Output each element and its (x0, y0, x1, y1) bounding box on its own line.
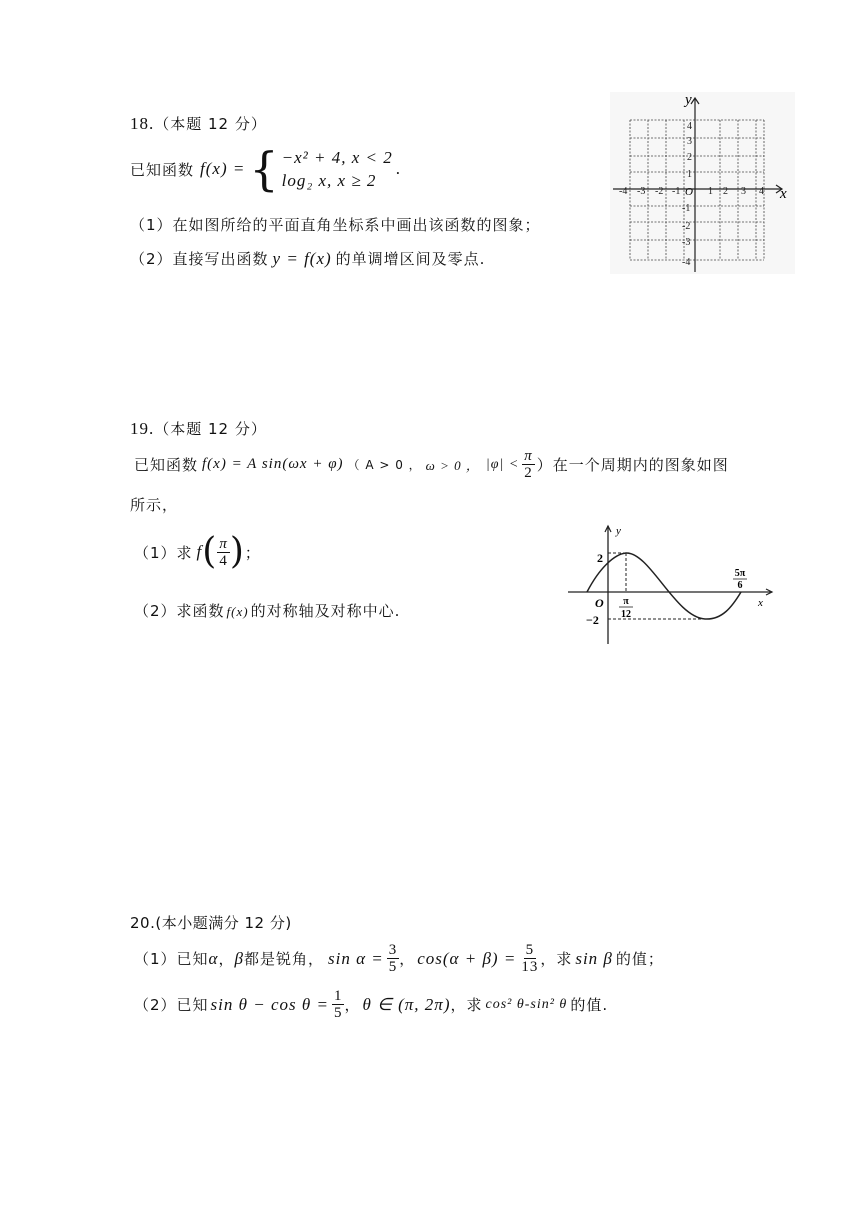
q18-part2 (130, 248, 485, 269)
q19-intro: 已知函数 (134, 456, 199, 474)
x-peak-numerator: π (623, 596, 629, 607)
q18-part1: （1）在如图所给的平面直角坐标系中画出该函数的图象； (130, 216, 541, 234)
q18-score: （本题 12 分） (154, 115, 267, 133)
q20-p1-f: 的值； (615, 950, 664, 968)
q18-coordinate-grid (610, 92, 795, 274)
y-tick-label: -4 (682, 257, 691, 268)
q20-cos-fraction (519, 942, 540, 975)
origin-label: O (595, 596, 604, 610)
q19-part2 (134, 600, 400, 621)
q19-score: （本题 12 分） (154, 420, 267, 438)
q20-p2-c: ，求 (450, 996, 483, 1014)
grid-background (610, 92, 795, 274)
q19-function-def (134, 448, 729, 481)
fraction-denominator: 2 (524, 465, 533, 481)
q18-heading (130, 113, 267, 134)
fraction-denominator: 13 (521, 959, 539, 975)
q20-beta: β (234, 948, 244, 968)
q19-cond2: ω > 0 ， (425, 458, 480, 473)
q20-target: cos² θ-sin² θ (485, 996, 568, 1012)
q19-cond3: |φ| < (485, 456, 520, 472)
y-tick-label: -2 (682, 221, 691, 232)
q19-line2: 所示， (130, 496, 179, 514)
x-tick-label: 1 (708, 186, 713, 197)
q19-fx: f(x) = A sin(ωx + φ) (202, 456, 344, 472)
y-axis-label: y (685, 92, 692, 108)
q19-part1 (134, 531, 261, 572)
q20-sin-beta: sin β (575, 948, 613, 968)
q19-cond1: （ A > 0 ， (347, 458, 422, 472)
q20-sin-alpha-fraction (387, 942, 400, 975)
q20-p1-b: ， (218, 950, 235, 968)
x-axis-label: x (758, 597, 763, 609)
q20-p1-e: ，求 (540, 950, 573, 968)
q19-part2-fx: f(x) (226, 604, 249, 619)
q20-p1-c: 都是锐角， (243, 950, 324, 968)
fraction-numerator: π (219, 535, 228, 552)
left-paren: ( (202, 531, 218, 572)
q20-heading: 20.(本小题满分 12 分) (130, 914, 292, 932)
x-end-denominator: 6 (737, 580, 743, 591)
fraction-denominator: 4 (219, 552, 228, 569)
q19-part1-f: f (196, 542, 203, 561)
q19-number: 19. (130, 419, 155, 438)
q18-period: . (395, 159, 401, 178)
q19-cond-end: ）在一个周期内的图象如图 (536, 456, 729, 474)
q18-number: 18. (130, 114, 155, 133)
fraction-numerator: 1 (333, 988, 343, 1004)
x-tick-label: 2 (723, 186, 728, 197)
q19-part1-pre: （1）求 (134, 543, 193, 562)
sine-curve (587, 553, 741, 619)
q20-p2-a: （2）已知 (134, 996, 209, 1014)
q19-sine-graph (560, 522, 782, 647)
fraction-numerator: 3 (388, 942, 398, 958)
x-tick-label: -4 (619, 186, 628, 197)
q20-p1-d: ， (399, 950, 416, 968)
fraction-numerator: π (524, 448, 533, 464)
q19-cond3-fraction (522, 448, 535, 481)
q18-brace: { (249, 142, 280, 196)
q20-p2-d: 的值. (570, 996, 609, 1014)
q20-expr: sin θ − cos θ = (210, 994, 329, 1014)
y-tick-label: 4 (687, 121, 692, 132)
q18-function-def (130, 142, 401, 196)
q19-part2-pre: （2）求函数 (134, 602, 225, 620)
q20-alpha: α (208, 948, 219, 968)
y-min-label: −2 (586, 613, 599, 627)
q20-part1 (134, 942, 664, 975)
y-max-label: 2 (597, 551, 603, 565)
q18-part2-post: 的单调增区间及零点. (335, 250, 486, 268)
y-tick-label: -1 (682, 203, 691, 214)
fraction-denominator: 5 (333, 1005, 343, 1021)
q19-part1-fraction (217, 536, 230, 569)
x-peak-denominator: 12 (621, 609, 631, 620)
origin-label: O (685, 186, 693, 198)
q20-expr-fraction (332, 988, 345, 1021)
q19-heading (130, 418, 267, 439)
q20-p1-a: （1）已知 (134, 950, 209, 968)
q20-p2-b: ， (344, 996, 361, 1014)
x-tick-label: -2 (655, 186, 664, 197)
x-axis-label: x (780, 186, 787, 202)
y-axis-label: y (616, 525, 621, 537)
fraction-denominator: 5 (388, 959, 398, 975)
q18-case2: log₂ x, x ≥ 2 (281, 171, 377, 190)
q18-part2-fx: y = f(x) (272, 249, 332, 268)
fraction-numerator: 5 (525, 942, 535, 958)
q19-part1-end: ； (244, 543, 261, 562)
x-tick-label: 4 (759, 186, 764, 197)
x-tick-label: -1 (672, 186, 681, 197)
x-end-numerator: 5π (734, 568, 746, 579)
q18-fx: f(x) = (200, 159, 246, 178)
y-tick-label: 1 (687, 169, 692, 180)
y-tick-label: -3 (682, 237, 691, 248)
q20-part2 (134, 988, 608, 1021)
q19-part2-post: 的对称轴及对称中心. (250, 602, 401, 620)
q20-sin-alpha: sin α = (327, 948, 384, 968)
y-tick-label: 3 (687, 136, 692, 147)
q18-case1: −x² + 4, x < 2 (281, 148, 393, 167)
q20-cos-alpha-beta: cos(α + β) = (417, 948, 517, 968)
q20-theta-in: θ ∈ (π, 2π) (362, 994, 451, 1014)
q18-part2-pre: （2）直接写出函数 (130, 250, 269, 268)
x-tick-label: 3 (741, 186, 746, 197)
q18-intro: 已知函数 (130, 160, 195, 179)
right-paren: ) (229, 531, 245, 572)
y-tick-label: 2 (687, 152, 692, 163)
x-tick-label: -3 (637, 186, 646, 197)
